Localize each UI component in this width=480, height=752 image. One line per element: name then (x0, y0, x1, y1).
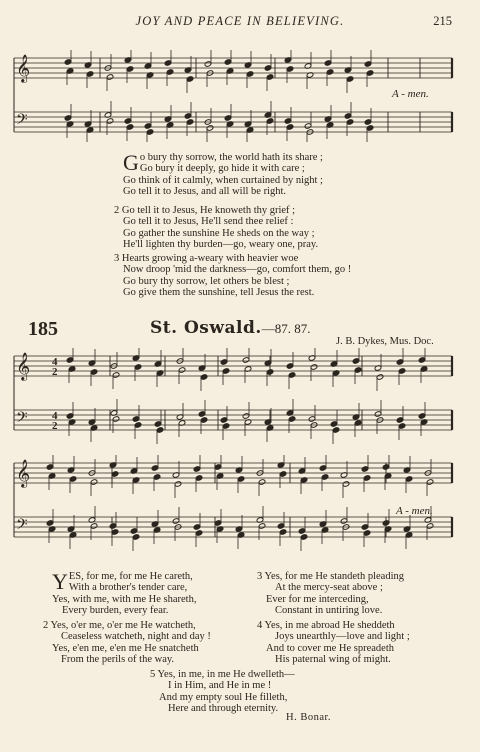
verse-line: Go bury it deeply, go hide it with care ; (139, 163, 305, 175)
verse-line: Yes, e'en me, e'en me He snatcheth (52, 642, 199, 654)
verse-line: Yes, for me He standeth pleading (264, 571, 404, 582)
verse-184-3 (114, 253, 351, 298)
verse-number: 4 (257, 620, 263, 631)
verse-line: Ceaseless watcheth, night and day ! (61, 631, 211, 643)
bass-clef-icon: 𝄢 (16, 516, 28, 537)
verse-184-1 (123, 152, 323, 197)
verse-line: Go tell it to Jesus, and all will be right. (123, 185, 287, 197)
drop-cap: G (123, 150, 139, 175)
verse-number: 3 (114, 253, 120, 264)
verse-number: 3 (257, 571, 263, 582)
verse-line: Go gather the sunshine He sheds on the way ; (123, 227, 315, 239)
verse-184-2 (114, 205, 318, 250)
verse-line: Yes, o'er me, o'er me He watcheth, (50, 620, 196, 631)
verse-line: He'll lighten thy burden—go, weary one, pray. (123, 238, 319, 250)
verse-number: 2 (43, 620, 49, 631)
verse-line: With a brother's tender care, (68, 582, 188, 594)
verse-185-3 (257, 571, 404, 616)
bass-clef-icon: 𝄢 (16, 409, 28, 430)
verse-line: I in Him, and He in me ! (168, 680, 272, 692)
verse-line: Go tell it to Jesus, He'll send thee relief : (123, 216, 294, 228)
amen-185: A - men. (396, 505, 433, 517)
tune-name: St. Oswald. (150, 318, 262, 338)
verse-line: Go give them the sunshine, tell Jesus the rest. (123, 286, 315, 298)
verse-number: 5 (150, 669, 156, 680)
verse-line: ES, for me, for me He careth, (68, 571, 193, 582)
verse-line: Ever for me interceding, (266, 593, 369, 605)
verse-line: Now droop 'mid the darkness—go, comfort them, go ! (123, 264, 352, 276)
time-signature: 2 (52, 366, 58, 378)
verse-line: Yes, in me, in me He dwelleth— (157, 669, 295, 680)
time-signature: 4 (52, 410, 58, 422)
verse-line: Joys unearthly—love and light ; (275, 631, 410, 643)
verse-line: Go bury thy sorrow, let others be blest ; (123, 275, 290, 287)
verse-line: o bury thy sorrow, the world hath its share ; (139, 152, 323, 163)
tune-heading (150, 318, 311, 338)
hymn-number: 185 (28, 318, 58, 340)
treble-clef-icon: 𝄞 (16, 459, 31, 487)
treble-clef-icon: 𝄞 (16, 352, 31, 380)
verse-185-5 (150, 669, 295, 714)
music-system-1-hymn-185 (0, 348, 480, 448)
time-signature: 4 (52, 356, 58, 368)
verse-line: At the mercy-seat above ; (275, 582, 383, 594)
verse-line: Every burden, every fear. (62, 604, 169, 616)
meter: —87. 87. (261, 321, 311, 336)
verse-line: Yes, with me, with me He shareth, (52, 593, 197, 605)
treble-clef-icon: 𝄞 (16, 54, 31, 82)
author: H. Bonar. (286, 712, 332, 723)
verse-line: Go think of it calmly, when curtained by night ; (123, 174, 323, 186)
verse-line: Go tell it to Jesus, He knoweth thy grief ; (121, 205, 296, 216)
verse-185-1 (52, 571, 196, 616)
running-title: JOY AND PEACE IN BELIEVING. (135, 14, 345, 28)
time-signature: 2 (52, 420, 58, 432)
verse-line: Yes, in me abroad He sheddeth (264, 620, 395, 631)
bass-clef-icon: 𝄢 (16, 111, 28, 132)
verse-line: Here and through eternity. (168, 702, 279, 714)
verse-line: And my empty soul He filleth, (159, 691, 288, 703)
page-number: 215 (433, 14, 452, 28)
composer: J. B. Dykes, Mus. Doc. (336, 336, 434, 347)
verse-line: His paternal wing of might. (275, 653, 391, 665)
page-header (0, 14, 480, 36)
amen-184: A - men. (392, 88, 429, 100)
verse-number: 2 (114, 205, 120, 216)
verse-line: And to cover me He spreadeth (266, 642, 394, 654)
verse-185-4 (257, 620, 410, 665)
verse-185-2 (43, 620, 211, 665)
verse-line: Hearts growing a-weary with heavier woe (121, 253, 299, 264)
verse-line: From the perils of the way. (61, 653, 175, 665)
verse-line: Constant in untiring love. (275, 604, 383, 616)
drop-cap: Y (52, 569, 68, 594)
